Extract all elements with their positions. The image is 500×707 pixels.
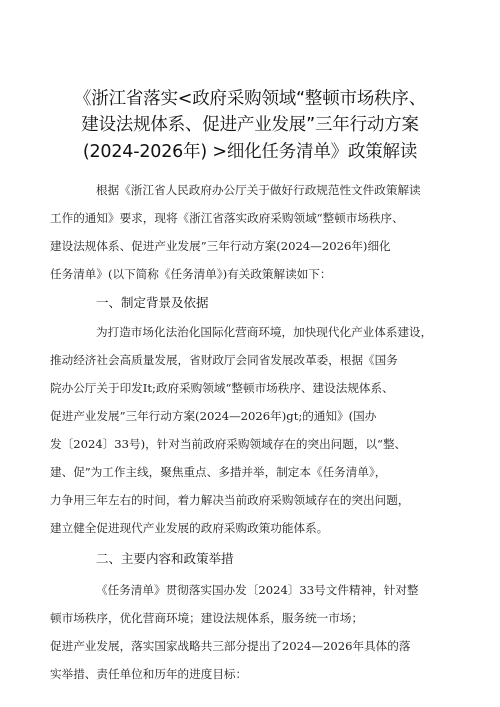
section2-line: 顿市场秩序，优化营商环境；建设法规体系，服务统一市场； (50, 611, 364, 625)
intro-line: 根据《浙江省人民政府办公厅关于做好行政规范性文件政策解读 (96, 183, 421, 197)
intro-line: 建设法规体系、促进产业发展”三年行动方案(2024—2026年)细化 (50, 239, 391, 253)
section1-line: 为打造市场化法治化国际化营商环境，加快现代化产业体系建设， (96, 325, 433, 339)
section2-line: 实举措、责任单位和历年的进度目标： (50, 667, 248, 681)
section2-line: 《任务清单》贯彻落实国办发〔2024〕33号文件精神，针对整 (96, 583, 419, 597)
section-heading-background: 一、制定背景及依据 (96, 295, 209, 310)
document-title-line-2: 建设法规体系、促进产业发展”三年行动方案 (81, 115, 419, 135)
intro-line: 任务清单》(以下简称《任务清单》)有关政策解读如下： (50, 267, 332, 281)
section1-line: 建立健全促进现代产业发展的政府采购政策功能体系。 (50, 521, 329, 535)
section1-line: 院办公厅关于印发It;政府采购领域“整顿市场秩序、建设法规体系、 (50, 381, 394, 395)
document-title-line-3: (2024-2026年) >细化任务清单》政策解读 (82, 142, 418, 162)
section-heading-content: 二、主要内容和政策举措 (96, 551, 234, 566)
section1-line: 建、促”为工作主线，聚焦重点、多措并举，制定本《任务清单》， (50, 465, 387, 479)
document-title-line-1: 《浙江省落实<政府采购领域“整顿市场秩序、 (73, 89, 427, 109)
intro-line: 工作的通知》要求，现将《浙江省落实政府采购领域“整顿市场秩序、 (50, 211, 404, 225)
section1-line: 发〔2024〕33号)，针对当前政府采购领域存在的突出问题，以“整、 (50, 437, 407, 451)
section2-line: 促进产业发展，落实国家战略共三部分提出了2024—2026年具体的落 (50, 639, 411, 653)
section1-line: 推动经济社会高质量发展，省财政厅会同省发展改革委，根据《国务 (50, 353, 398, 367)
section1-line: 促进产业发展”三年行动方案(2024—2026年)gt;的通知》(国办 (50, 409, 377, 423)
section1-line: 力争用三年左右的时间，着力解决当前政府采购领域存在的突出问题， (50, 493, 410, 507)
